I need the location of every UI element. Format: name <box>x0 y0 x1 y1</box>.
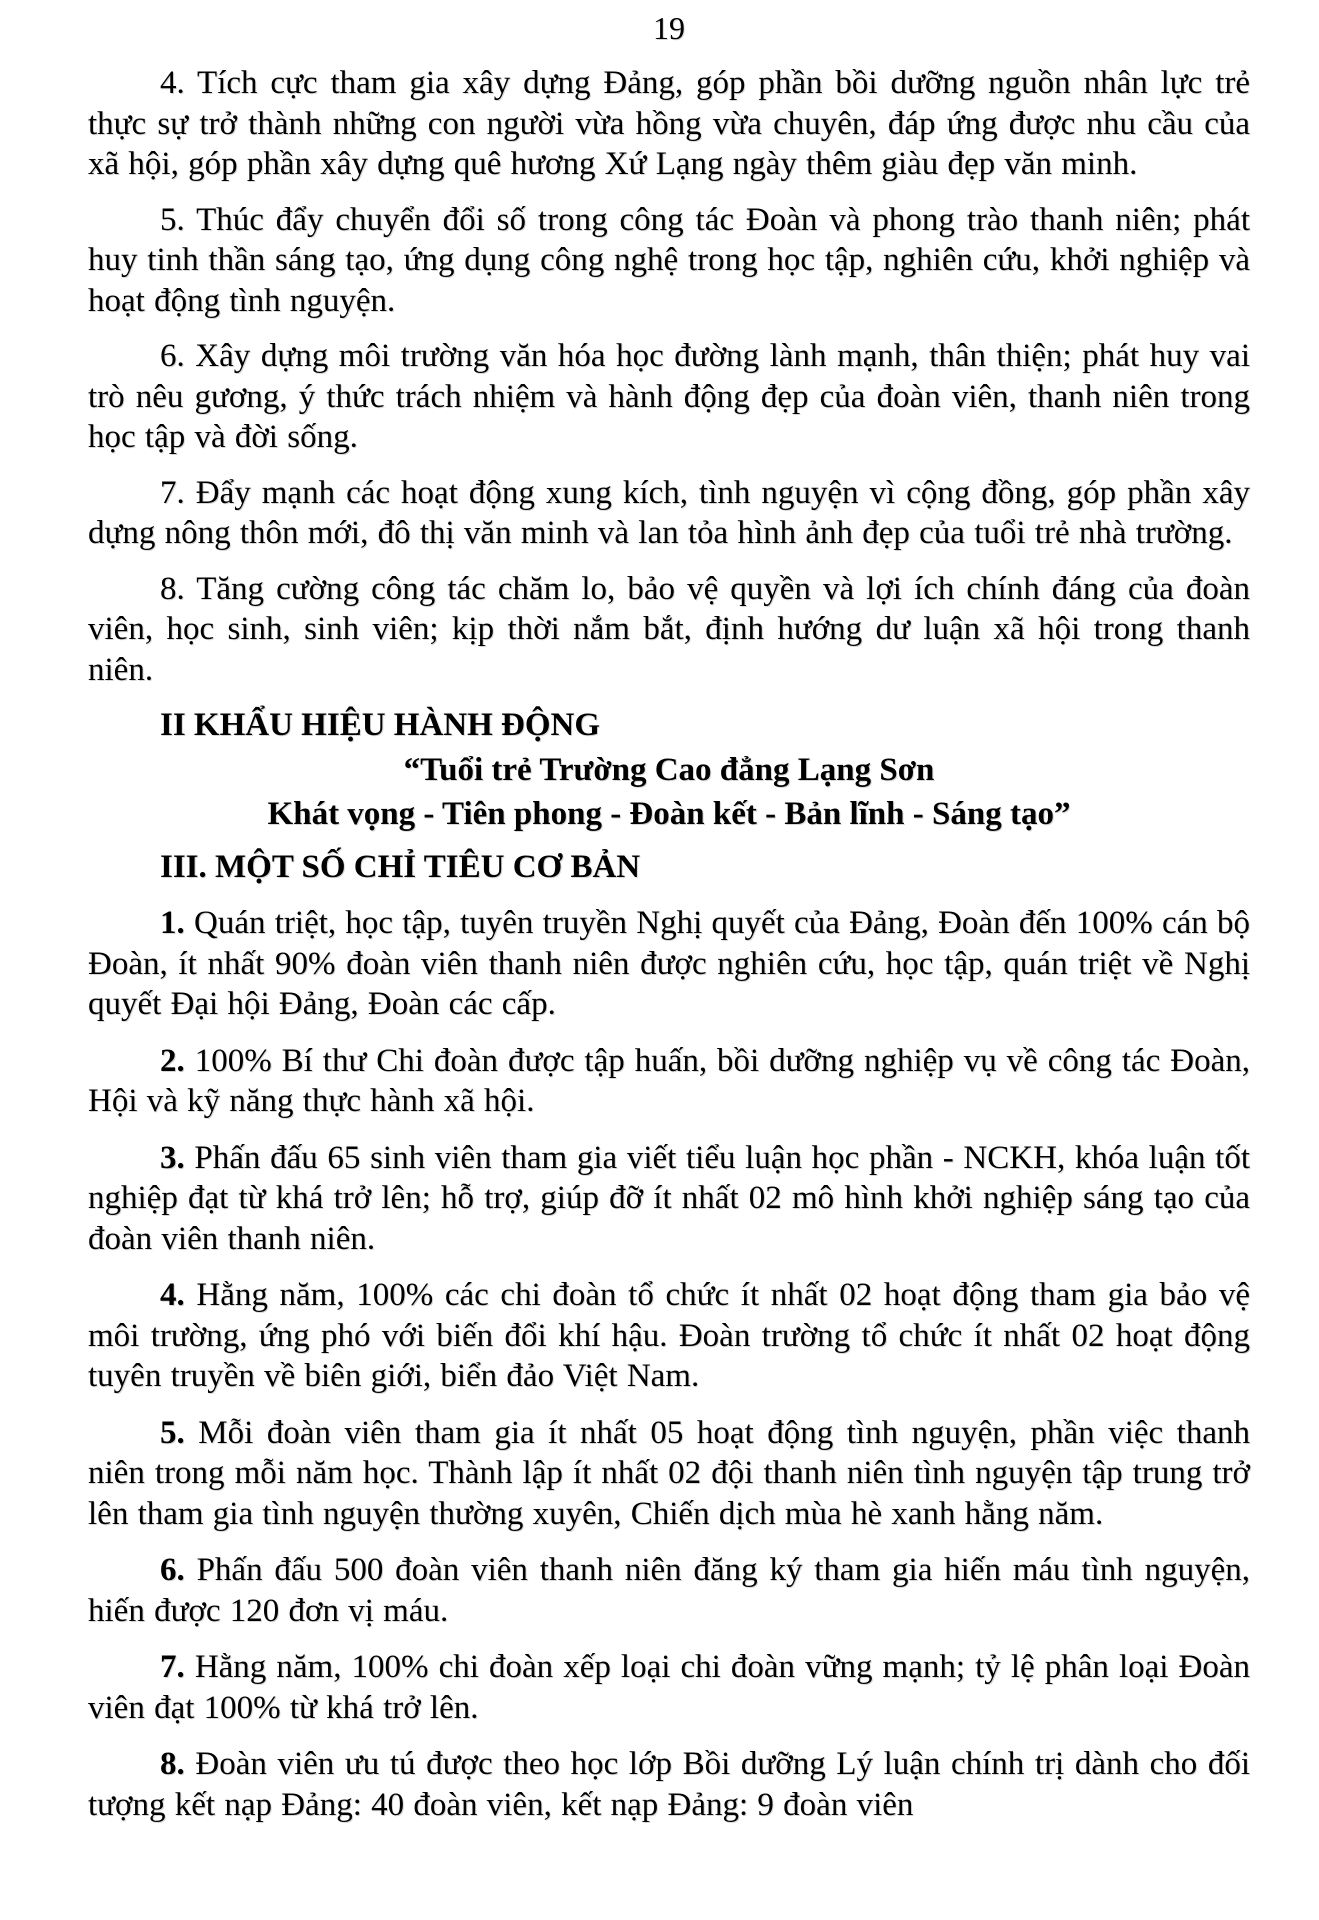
target-item <box>88 1413 1250 1535</box>
section-heading-targets: III. MỘT SỐ CHỈ TIÊU CƠ BẢN <box>160 848 641 885</box>
page-number: 19 <box>653 10 685 46</box>
item-text: 100% Bí thư Chi đoàn được tập huấn, bồi dưỡng nghiệp vụ về công tác Đoàn, Hội và kỹ năng thực hành xã hội. <box>88 1042 1250 1119</box>
target-item <box>88 1550 1250 1631</box>
paragraph: 6. Xây dựng môi trường văn hóa học đường lành mạnh, thân thiện; phát huy vai trò nêu gương, ý thức trách nhiệm và hành động đẹp của đoàn viên, thanh niên trong học tập và đời sống. <box>88 338 1250 455</box>
item-text: Phấn đấu 65 sinh viên tham gia viết tiểu luận học phần - NCKH, khóa luận tốt nghiệp đạt từ khá trở lên; hỗ trợ, giúp đỡ ít nhất 02 mô hình khởi nghiệp sáng tạo của đoàn viên thanh niên. <box>88 1139 1250 1257</box>
item-number: 8. <box>160 1746 185 1782</box>
item-number: 1. <box>160 905 185 941</box>
item-number: 6. <box>160 1552 185 1588</box>
item-number: 3. <box>160 1139 185 1176</box>
target-item <box>88 903 1250 1025</box>
target-item <box>88 1647 1250 1728</box>
item-text: Quán triệt, học tập, tuyên truyền Nghị quyết của Đảng, Đoàn đến 100% cán bộ Đoàn, ít nhất 90% đoàn viên thanh niên được nghiên cứu, học tập, quán triệt về Nghị quyết Đại hội Đảng, Đoàn các cấp. <box>88 905 1251 1022</box>
item-text: Phấn đấu 500 đoàn viên thanh niên đăng ký tham gia hiến máu tình nguyện, hiến được 120 đơn vị máu. <box>88 1552 1250 1629</box>
paragraph: 7. Đẩy mạnh các hoạt động xung kích, tình nguyện vì cộng đồng, góp phần xây dựng nông thôn mới, đô thị văn minh và lan tỏa hình ảnh đẹp của tuổi trẻ nhà trường. <box>88 474 1250 551</box>
target-item <box>88 1275 1250 1397</box>
target-item <box>88 1744 1250 1825</box>
slogan-line-2: Khát vọng - Tiên phong - Đoàn kết - Bản lĩnh - Sáng tạo” <box>267 796 1071 832</box>
section-heading-slogan: II KHẨU HIỆU HÀNH ĐỘNG <box>160 707 601 743</box>
item-text: Hằng năm, 100% chi đoàn xếp loại chi đoàn vững mạnh; tỷ lệ phân loại Đoàn viên đạt 100% từ khá trở lên. <box>88 1649 1250 1726</box>
slogan-line-1: “Tuổi trẻ Trường Cao đẳng Lạng Sơn <box>403 751 935 788</box>
paragraph: 5. Thúc đẩy chuyển đổi số trong công tác Đoàn và phong trào thanh niên; phát huy tinh thần sáng tạo, ứng dụng công nghệ trong học tập, nghiên cứu, khởi nghiệp và hoạt động tình nguyện. <box>88 201 1250 319</box>
item-number: 4. <box>160 1277 185 1313</box>
paragraph: 8. Tăng cường công tác chăm lo, bảo vệ quyền và lợi ích chính đáng của đoàn viên, học sinh, sinh viên; kịp thời nắm bắt, định hướng dư luận xã hội trong thanh niên. <box>88 570 1250 688</box>
target-item <box>88 1138 1250 1260</box>
paragraph: 4. Tích cực tham gia xây dựng Đảng, góp phần bồi dưỡng nguồn nhân lực trẻ thực sự trở thành những con người vừa hồng vừa chuyên, đáp ứng được nhu cầu của xã hội, góp phần xây dựng quê hương Xứ Lạng ngày thêm giàu đẹp văn minh. <box>88 65 1250 182</box>
item-text: Hằng năm, 100% các chi đoàn tổ chức ít nhất 02 hoạt động tham gia bảo vệ môi trường, ứng phó với biến đổi khí hậu. Đoàn trường tổ chức ít nhất 02 hoạt động tuyên truyền về biên giới, biển đảo Việt Nam. <box>88 1277 1250 1394</box>
item-text: Đoàn viên ưu tú được theo học lớp Bồi dưỡng Lý luận chính trị dành cho đối tượng kết nạp Đảng: 40 đoàn viên, kết nạp Đảng: 9 đoàn viên <box>88 1746 1250 1823</box>
item-number: 5. <box>160 1414 185 1451</box>
item-number: 7. <box>160 1649 185 1685</box>
item-text: Mỗi đoàn viên tham gia ít nhất 05 hoạt động tình nguyện, phần việc thanh niên trong mỗi năm học. Thành lập ít nhất 02 đội thanh niên tình nguyện tập trung trở lên tham gia tình nguyện thường xuyên, Chiến dịch mùa hè xanh hằng năm. <box>88 1414 1251 1532</box>
item-number: 2. <box>160 1042 185 1079</box>
target-item <box>88 1041 1250 1122</box>
